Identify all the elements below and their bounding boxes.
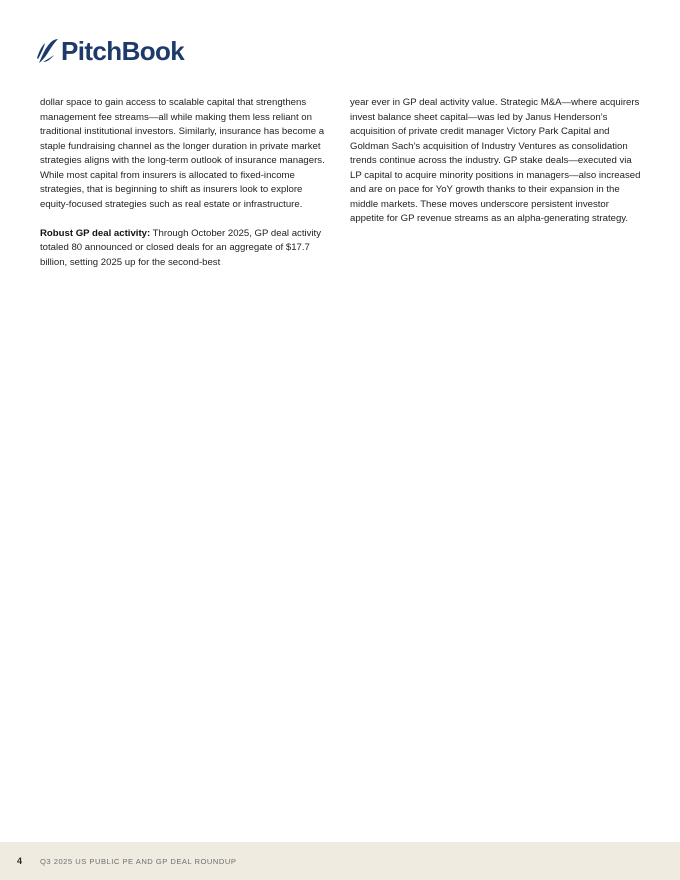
page-number: 4: [17, 856, 23, 866]
paragraph-strategic-ma: year ever in GP deal activity value. Strategic M&A—where acquirers invest balance sheet capital—was led by Janus Henderson’s acquisition of private credit manager Victory Park Capital and Goldman Sach’s acquisition of Industry Ventures as consolidation trends continue across the industry. GP stake deals—executed via LP capital to acquire minority positions in managers—also increased and are on pace for YoY growth thanks to their expansion in the middle markets. These moves underscore persistent investor appetite for GP revenue streams as an alpha-generating strategy.: [350, 97, 641, 224]
paragraph-insurance: dollar space to gain access to scalable capital that strengthens management fee streams—all while making them less reliant on traditional institutional investors. Similarly, insurance has become a staple fundraising channel as the longer duration in private market strategies aligns with the long-term outlook of insurance managers. While most capital from insurers is allocated to fixed-income strategies, that is beginning to shift as insurers look to explore equity-focused strategies such as real estate or infrastructure.: [40, 97, 325, 210]
pitchbook-logo[interactable]: [36, 36, 184, 66]
paragraph-text: Through October 2025, GP deal activity totaled 80 announced or closed deals for an aggregate of $17.7 billion, setting 2025 up for the second-best: [40, 227, 322, 268]
brand-name: PitchBook: [61, 36, 185, 66]
report-title: Q3 2025 US PUBLIC PE AND GP DEAL ROUNDUP: [40, 856, 237, 866]
right-column: [350, 96, 642, 241]
page-footer: [0, 842, 680, 880]
paragraph-lead: Robust GP deal activity:: [40, 227, 151, 239]
pitchbook-leaf-icon: [36, 38, 59, 64]
paragraph-gp-deal-activity: [40, 227, 332, 271]
left-column: [40, 96, 332, 285]
